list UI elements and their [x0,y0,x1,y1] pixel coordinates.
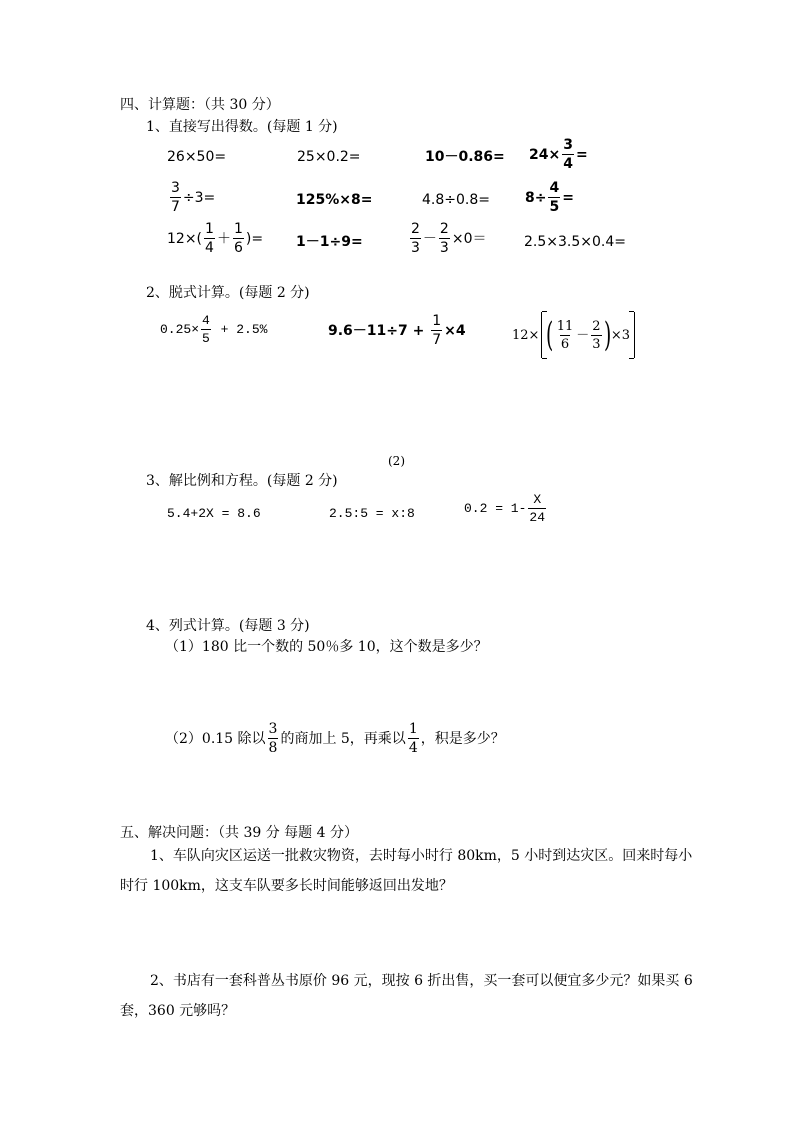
q4-p2-fraction-a [268,722,279,755]
q1-item-9 [167,222,263,255]
q1-item-8 [525,181,574,214]
q4-p2-fraction-b [408,722,419,755]
q2-e2-fraction [431,314,442,347]
denominator: 5 [202,331,210,346]
q2-e3-prefix: 12× [512,327,540,343]
denominator: 3 [439,240,449,256]
q4-p2-part-3: ，积是多少？ [420,730,505,747]
numerator: 11 [556,318,574,334]
q1-item-10: 1－1÷9= [296,234,363,250]
section-5-problem-1: 1、车队向灾区运送一批救灾物资，去时每小时行 80km，5 小时到达灾区。回来时每小时行 100km，这支车队要多长时间能够返回出发地？ [120,848,693,894]
numerator: 1 [233,221,243,237]
section-5-problem-2: 2、书店有一套科普丛书原价 96 元，现按 6 折出售，买一套可以便宜多少元？如果买 6 套，360 元够吗？ [120,973,693,1019]
q1-item-1: 26×50= [167,149,227,165]
denominator: 7 [432,332,442,348]
numerator: 2 [439,221,449,237]
q1-item-8-fraction [548,181,560,214]
q2-e1-fraction [201,314,211,345]
q3-e3-prefix: 0.2 = 1- [464,501,527,516]
q2-e1-suffix: + 2.5% [212,322,268,337]
q1-item-3: 10－0.86= [425,149,505,165]
numerator: X [533,492,542,507]
q1-item-4-prefix: 24× [529,146,561,163]
section-5-title: 五、解决问题：（共 39 分 每题 4 分） [120,825,358,841]
numerator: 1 [432,313,442,329]
denominator: 8 [268,740,278,756]
q1-item-9-prefix: 12×( [167,230,203,247]
q3-equation-1: 5.4+2X = 8.6 [167,506,261,521]
q4-problem-2 [165,722,505,755]
q1-item-9-plus: ＋ [216,230,231,247]
q2-expression-3 [512,312,635,358]
denominator: 4 [205,240,214,256]
left-paren-glyph: ( [546,315,554,355]
denominator: 3 [411,240,420,256]
q2-e3-suffix: ×3 [610,327,630,343]
q2-e2-suffix: ×4 [444,322,466,339]
q1-item-9-fraction-b [233,222,244,255]
numerator: 1 [408,721,418,737]
q1-item-12: 2.5×3.5×0.4= [524,234,626,250]
q1-item-2: 25×0.2= [297,149,361,165]
q4-problem-1: （1）180 比一个数的 50％多 10，这个数是多少？ [165,639,488,655]
q1-item-4-fraction [562,138,574,171]
q3-e3-fraction [528,493,546,524]
q1-item-5 [168,181,215,214]
denominator: 3 [592,336,601,352]
denominator: 4 [563,156,573,172]
denominator: 6 [233,240,243,256]
q2-e3-fraction-b [591,320,601,351]
q1-item-9-fraction-a [204,222,215,255]
q2-e3-minus: － [576,327,590,343]
denominator: 24 [529,510,546,525]
q1-item-8-equals: = [562,189,574,206]
q1-item-11-fraction-b [439,222,450,255]
q1-item-4 [529,138,588,171]
numerator: 2 [411,221,420,237]
q3-title: 3、解比例和方程。(每题 2 分) [146,473,338,489]
q4-p2-part-2: 的商加上 5，再乘以 [280,730,406,747]
numerator: 2 [592,318,601,334]
denominator: 4 [408,740,418,756]
q2-e1-prefix: 0.25× [160,322,200,337]
denominator: 6 [560,336,570,352]
q2-expression-2 [328,314,466,347]
numerator: 3 [171,180,180,196]
page-number: (2) [388,454,405,468]
denominator: 5 [549,199,560,215]
q1-item-11-fraction-a [410,222,421,255]
q1-item-9-suffix: )= [245,230,264,247]
q3-equation-2: 2.5:5 = x:8 [329,506,415,521]
square-bracket [541,312,635,358]
section-4-title: 四、计算题：（共 30 分） [120,97,280,113]
q1-item-7: 4.8÷0.8= [422,192,490,208]
q1-item-8-prefix: 8÷ [525,189,547,206]
q1-title: 1、直接写出得数。(每题 1 分) [146,119,338,135]
q1-item-6: 125%×8= [296,192,373,208]
q3-equation-3 [464,493,548,524]
numerator: 4 [549,180,560,196]
numerator: 1 [205,221,214,237]
q1-item-5-suffix: ÷3= [182,189,216,206]
q1-item-5-fraction [170,181,181,214]
numerator: 4 [202,313,210,328]
q1-item-11-suffix: ×0＝ [451,230,487,247]
q2-expression-1 [160,314,267,345]
q2-e2-prefix: 9.6－11÷7 + [328,322,430,339]
right-paren-glyph: ) [603,315,611,355]
q2-e3-fraction-a [556,320,575,351]
numerator: 3 [563,137,573,153]
q1-item-4-equals: = [575,146,588,163]
q1-item-11 [408,222,486,255]
denominator: 7 [171,199,180,215]
q4-p2-part-1: （2）0.15 除以 [165,730,266,747]
numerator: 3 [268,721,278,737]
q1-item-11-minus: － [422,230,437,247]
q2-title: 2、脱式计算。(每题 2 分) [146,285,310,301]
q4-title: 4、列式计算。(每题 3 分) [146,618,310,634]
